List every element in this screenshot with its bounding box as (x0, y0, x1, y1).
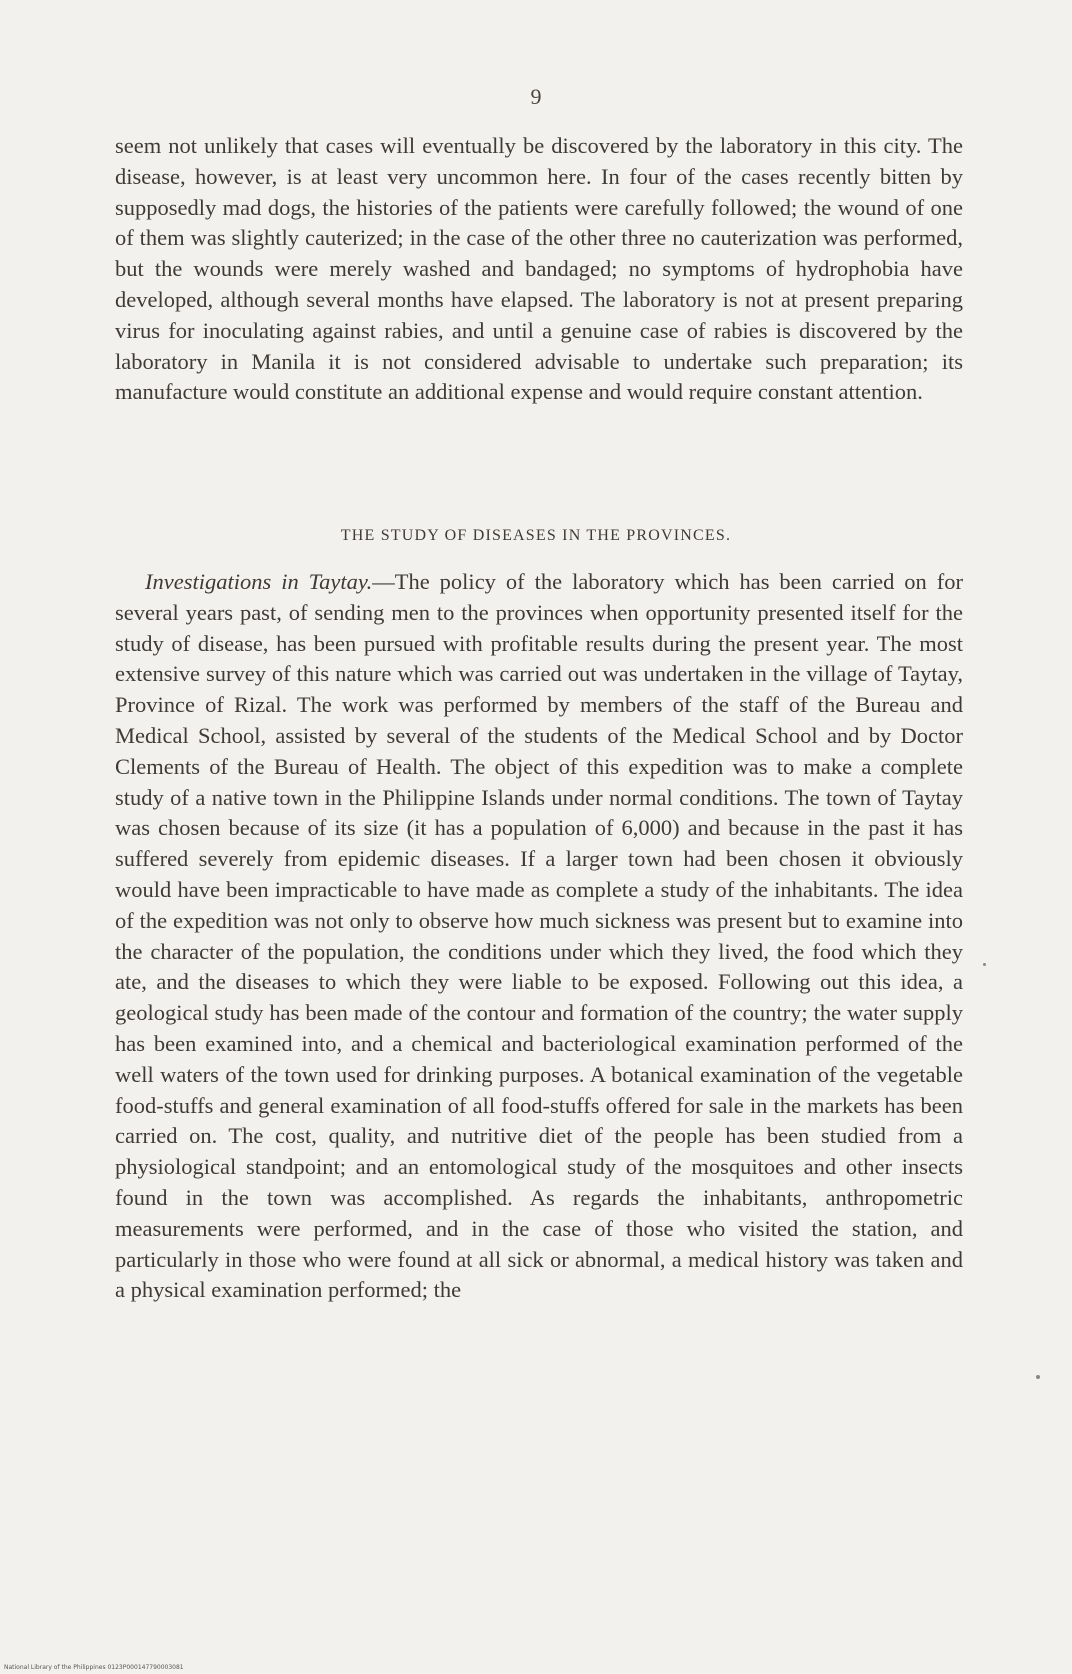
page-number: 9 (530, 84, 542, 109)
paragraph-taytay (115, 567, 963, 1306)
paragraph-rabies: seem not unlikely that cases will eventually be discovered by the laboratory in this city. The disease, however, is at least very uncommon here. In four of the cases recently bitten by supposedly mad dogs, the histories of the patients were carefully followed; the wound of one of them was slightly cauterized; in the case of the other three no cauterization was performed, but the wounds were merely washed and bandaged; no symptoms of hydrophobia have developed, although several months have elapsed. The laboratory is not at present preparing virus for inoculating against rabies, and until a genuine case of rabies is discovered by the laboratory in Manila it is not considered advisable to undertake such preparation; its manufacture would constitute an additional expense and would require constant attention. (115, 133, 963, 405)
scan-speck-mark (983, 963, 986, 966)
paragraph-body: —The policy of the laboratory which has been carried on for several years past, of sending men to the provinces when opportunity presented itself for the study of disease, has been pursued with profitable results during the present year. The most extensive survey of this nature which was carried out was undertaken in the village of Taytay, Province of Rizal. The work was performed by members of the staff of the Bureau and Medical School, assisted by several of the students of the Medical School and by Doctor Clements of the Bureau of Health. The object of this expedition was to make a complete study of a native town in the Philippine Islands under normal conditions. The town of Taytay was chosen because of its size (it has a population of 6,000) and because in the past it has suffered severely from epidemic diseases. If a larger town had been chosen it obviously would have been impracticable to have made as complete a study of the inhabitants. The idea of the expedition was not only to observe how much sickness was present but to examine into the character of the population, the conditions under which they lived, the food which they ate, and the diseases to which they were liable to be exposed. Following out this idea, a geological study has been made of the contour and formation of the country; the water supply has been examined into, and a chemical and bacteriological examination performed of the well waters of the town used for drinking purposes. A botanical examination of the vegetable food-stuffs and general examination of all food-stuffs offered for sale in the markets has been carried on. The cost, quality, and nutritive diet of the people has been studied from a physiological standpoint; and an entomological study of the mosquitoes and other insects found in the town was accomplished. As regards the inhabitants, anthropometric measurements were performed, and in the case of those who visited the station, and particularly in those who were found at all sick or abnormal, a medical history was taken and a physical examination performed; the (115, 569, 963, 1303)
scan-footer-note: National Library of the Philippines 0123P000147790003081 (4, 1664, 184, 1671)
section-heading: THE STUDY OF DISEASES IN THE PROVINCES. (340, 527, 732, 544)
scan-speck-mark (1036, 1375, 1040, 1379)
paragraph-lead-title: Investigations in Taytay. (145, 569, 373, 594)
